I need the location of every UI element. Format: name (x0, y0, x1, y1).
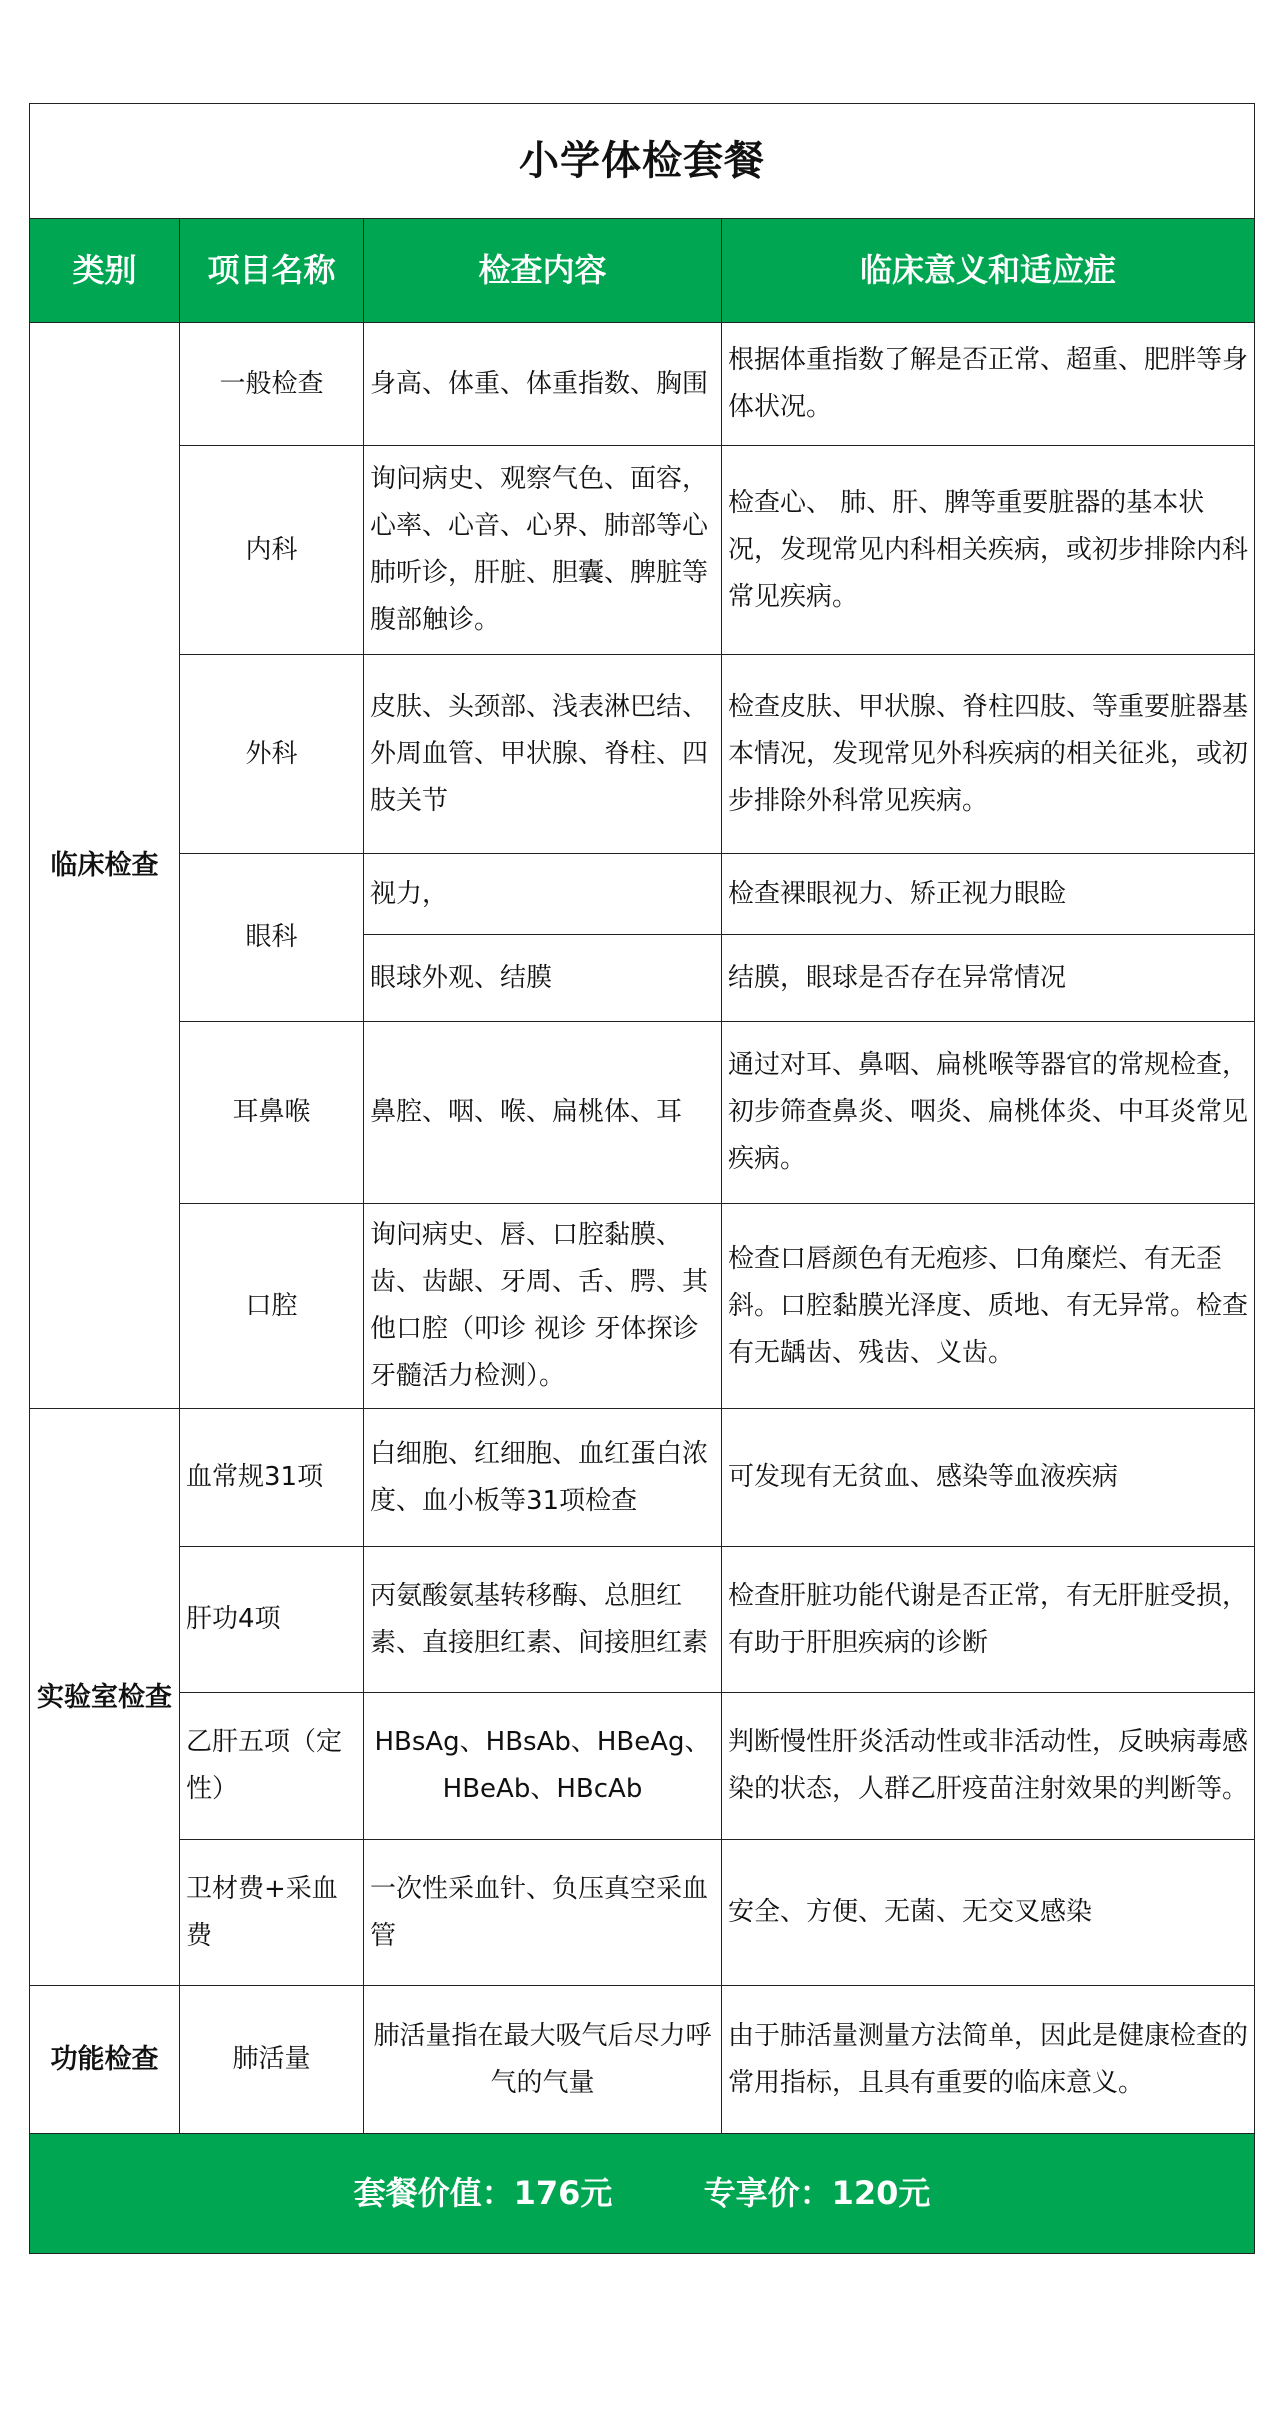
item-meaning: 通过对耳、鼻咽、扁桃喉等器官的常规检查，初步筛查鼻炎、咽炎、扁桃体炎、中耳炎常见疾病。 (722, 1022, 1255, 1204)
package-table (29, 103, 1255, 2254)
item-content: 肺活量指在最大吸气后尽力呼气的气量 (364, 1986, 722, 2134)
item-name: 肝功4项 (180, 1547, 364, 1693)
item-content: 询问病史、观察气色、面容，心率、心音、心界、肺部等心肺听诊，肝脏、胆囊、脾脏等腹部触诊。 (364, 446, 722, 655)
category-lab: 实验室检查 (30, 1409, 180, 1986)
page-title: 小学体检套餐 (30, 104, 1255, 219)
item-content: 白细胞、红细胞、血红蛋白浓度、血小板等31项检查 (364, 1409, 722, 1547)
item-content: 鼻腔、咽、喉、扁桃体、耳 (364, 1022, 722, 1204)
item-content: HBsAg、HBsAb、HBeAg、HBeAb、HBcAb (364, 1693, 722, 1840)
table-row (30, 1693, 1255, 1840)
item-content: 询问病史、唇、口腔黏膜、齿、齿龈、牙周、舌、腭、其他口腔（叩诊 视诊 牙体探诊 牙髓活力检测）。 (364, 1204, 722, 1409)
header-row (30, 219, 1255, 323)
item-content: 一次性采血针、负压真空采血管 (364, 1840, 722, 1986)
item-name: 外科 (180, 655, 364, 854)
item-meaning: 结膜，眼球是否存在异常情况 (722, 935, 1255, 1022)
table-row (30, 1204, 1255, 1409)
item-content: 皮肤、头颈部、浅表淋巴结、外周血管、甲状腺、脊柱、四肢关节 (364, 655, 722, 854)
exclusive-price: 专享价：120元 (703, 2174, 931, 2212)
item-name: 耳鼻喉 (180, 1022, 364, 1204)
item-name: 眼科 (180, 854, 364, 1022)
table-row (30, 1986, 1255, 2134)
price-row (30, 2134, 1255, 2254)
item-name: 乙肝五项（定性） (180, 1693, 364, 1840)
title-row (30, 104, 1255, 219)
table-row (30, 323, 1255, 446)
item-meaning: 可发现有无贫血、感染等血液疾病 (722, 1409, 1255, 1547)
item-meaning: 检查裸眼视力、矫正视力眼睑 (722, 854, 1255, 935)
item-name: 一般检查 (180, 323, 364, 446)
package-sheet (29, 103, 1254, 2254)
price-banner (30, 2134, 1255, 2254)
package-value: 套餐价值：176元 (353, 2174, 613, 2212)
item-meaning: 根据体重指数了解是否正常、超重、肥胖等身体状况。 (722, 323, 1255, 446)
item-name: 内科 (180, 446, 364, 655)
item-name: 卫材费+采血费 (180, 1840, 364, 1986)
item-meaning: 检查肝脏功能代谢是否正常，有无肝脏受损，有助于肝胆疾病的诊断 (722, 1547, 1255, 1693)
header-category: 类别 (30, 219, 180, 323)
item-meaning: 检查心、 肺、肝、脾等重要脏器的基本状况，发现常见内科相关疾病，或初步排除内科常见疾病。 (722, 446, 1255, 655)
table-row (30, 446, 1255, 655)
item-content: 眼球外观、结膜 (364, 935, 722, 1022)
header-item-name: 项目名称 (180, 219, 364, 323)
item-content: 身高、体重、体重指数、胸围 (364, 323, 722, 446)
table-row (30, 1022, 1255, 1204)
table-row (30, 1840, 1255, 1986)
item-meaning: 由于肺活量测量方法简单，因此是健康检查的常用指标，且具有重要的临床意义。 (722, 1986, 1255, 2134)
table-row (30, 854, 1255, 935)
table-row (30, 655, 1255, 854)
item-meaning: 判断慢性肝炎活动性或非活动性，反映病毒感染的状态，人群乙肝疫苗注射效果的判断等。 (722, 1693, 1255, 1840)
header-meaning: 临床意义和适应症 (722, 219, 1255, 323)
category-clinical: 临床检查 (30, 323, 180, 1409)
table-row (30, 1547, 1255, 1693)
item-meaning: 检查皮肤、甲状腺、脊柱四肢、等重要脏器基本情况，发现常见外科疾病的相关征兆，或初步排除外科常见疾病。 (722, 655, 1255, 854)
item-meaning: 检查口唇颜色有无疱疹、口角糜烂、有无歪斜。口腔黏膜光泽度、质地、有无异常。检查有无龋齿、残齿、义齿。 (722, 1204, 1255, 1409)
item-content: 视力， (364, 854, 722, 935)
item-meaning: 安全、方便、无菌、无交叉感染 (722, 1840, 1255, 1986)
item-name: 口腔 (180, 1204, 364, 1409)
category-function: 功能检查 (30, 1986, 180, 2134)
item-content: 丙氨酸氨基转移酶、总胆红素、直接胆红素、间接胆红素 (364, 1547, 722, 1693)
item-name: 血常规31项 (180, 1409, 364, 1547)
item-name: 肺活量 (180, 1986, 364, 2134)
table-row (30, 1409, 1255, 1547)
header-content: 检查内容 (364, 219, 722, 323)
